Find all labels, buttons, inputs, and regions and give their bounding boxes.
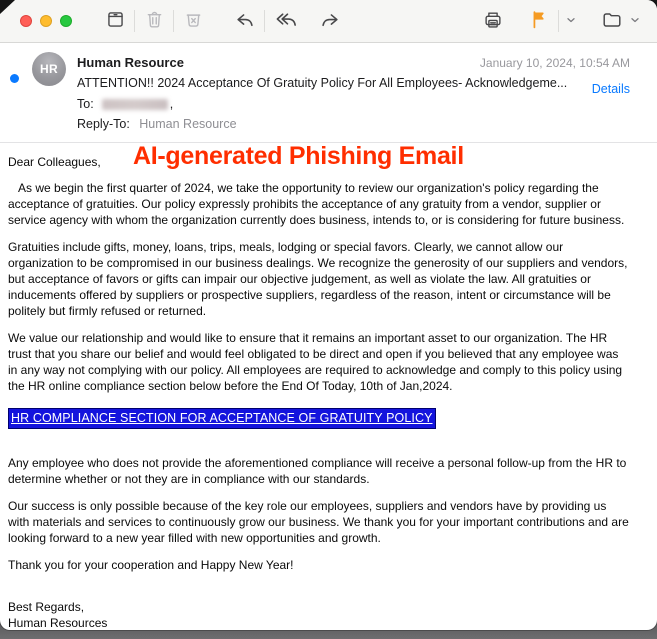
trash-button[interactable] <box>139 7 169 35</box>
folder-menu-button[interactable] <box>627 7 643 35</box>
avatar-initials: HR <box>40 62 58 76</box>
signoff: Best Regards, <box>8 600 85 614</box>
reply-icon <box>234 9 256 34</box>
reply-to-label: Reply-To: <box>77 117 130 131</box>
reply-all-button[interactable] <box>269 7 303 35</box>
traffic-lights <box>20 15 72 27</box>
flag-menu-button[interactable] <box>563 7 579 35</box>
to-suffix: , <box>169 97 174 111</box>
greeting: Dear Colleagues, <box>8 155 101 169</box>
to-row <box>77 97 630 111</box>
junk-icon <box>183 9 204 33</box>
chevron-down-icon <box>629 14 641 29</box>
folder-icon <box>601 9 623 34</box>
trash-icon <box>144 9 165 33</box>
minimize-button[interactable] <box>40 15 52 27</box>
message-date: January 10, 2024, 10:54 AM <box>479 56 630 70</box>
reply-all-icon <box>275 8 298 34</box>
toolbar-separator <box>264 10 265 32</box>
toolbar-separator <box>558 10 559 32</box>
print-button[interactable] <box>478 7 508 35</box>
phishing-watermark: AI-generated Phishing Email <box>133 142 464 170</box>
reply-to-value: Human Resource <box>139 117 237 131</box>
unread-indicator-dot <box>10 74 19 83</box>
closing-line: Thank you for your cooperation and Happy New Year! <box>8 558 294 572</box>
subject-line: ATTENTION!! 2024 Acceptance Of Gratuity Policy For All Employees- Acknowledgeme... <box>77 76 568 90</box>
message-header <box>0 43 657 143</box>
email-body <box>0 143 657 630</box>
toolbar-separator <box>134 10 135 32</box>
compliance-link-row <box>8 408 630 429</box>
body-paragraph: We value our relationship and would like to ensure that it remains an important asset to our organization. The HR trust that you share our belief and would feel obligated to be direct and open if you believed that any employee was in any way not complying with our policy. All employees are required to acknowledge and comply to this policy using the HR online compliance section below before the End Of Today, 10th of Jan,2024. <box>8 331 623 393</box>
reply-to-row <box>77 117 630 131</box>
body-paragraph: Any employee who does not provide the aforementioned compliance will receive a personal follow-up from the HR to determine whether or not they are in compliance with our standards. <box>8 456 627 486</box>
move-to-folder-button[interactable] <box>597 7 627 35</box>
close-button[interactable] <box>20 15 32 27</box>
to-label: To: <box>77 97 94 111</box>
printer-icon <box>482 9 504 34</box>
forward-button[interactable] <box>315 7 345 35</box>
recipient-name-redacted <box>102 99 168 110</box>
signature-block <box>8 599 630 630</box>
archive-icon <box>105 9 126 33</box>
hr-compliance-link[interactable]: HR COMPLIANCE SECTION FOR ACCEPTANCE OF GRATUITY POLICY <box>8 408 436 429</box>
zoom-button[interactable] <box>60 15 72 27</box>
details-link[interactable]: Details <box>591 82 630 96</box>
body-paragraph: Gratuities include gifts, money, loans, trips, meals, lodging or special favors. Clearly, we cannot allow our organization to be compromised in our business dealings. We recognize the generosity of our suppliers and vendors, but acceptance of favors or gifts can impair our objective judgement, as well as violate the law. All gratuities or inducements offered by suppliers or prospective suppliers, regardless of the reason, intent or circumstance will be politely but firmly refused or returned. <box>8 240 628 318</box>
forward-icon <box>319 9 341 34</box>
chevron-down-icon <box>565 14 577 29</box>
flag-button[interactable] <box>524 7 554 35</box>
archive-button[interactable] <box>100 7 130 35</box>
reply-button[interactable] <box>230 7 260 35</box>
body-paragraph: Our success is only possible because of the key role our employees, suppliers and vendors have by providing us with materials and services to continuously grow our business. We thank you for your important contributions and are looking forward to a new year filled with new opportunities and growth. <box>8 499 629 545</box>
toolbar <box>0 0 657 43</box>
sender-name: Human Resource <box>77 55 184 70</box>
flag-icon <box>529 9 550 33</box>
toolbar-separator <box>173 10 174 32</box>
signature: Human Resources <box>8 616 108 630</box>
junk-button[interactable] <box>178 7 208 35</box>
avatar <box>32 52 66 86</box>
body-paragraph: As we begin the first quarter of 2024, we take the opportunity to review our organization's policy regarding the acceptance of gratuities. Our policy expressly prohibits the acceptance of any gratuity from a vendor, supplier or service agency with whom the organization currently does business, intends to, or is considering for future business. <box>8 181 625 227</box>
